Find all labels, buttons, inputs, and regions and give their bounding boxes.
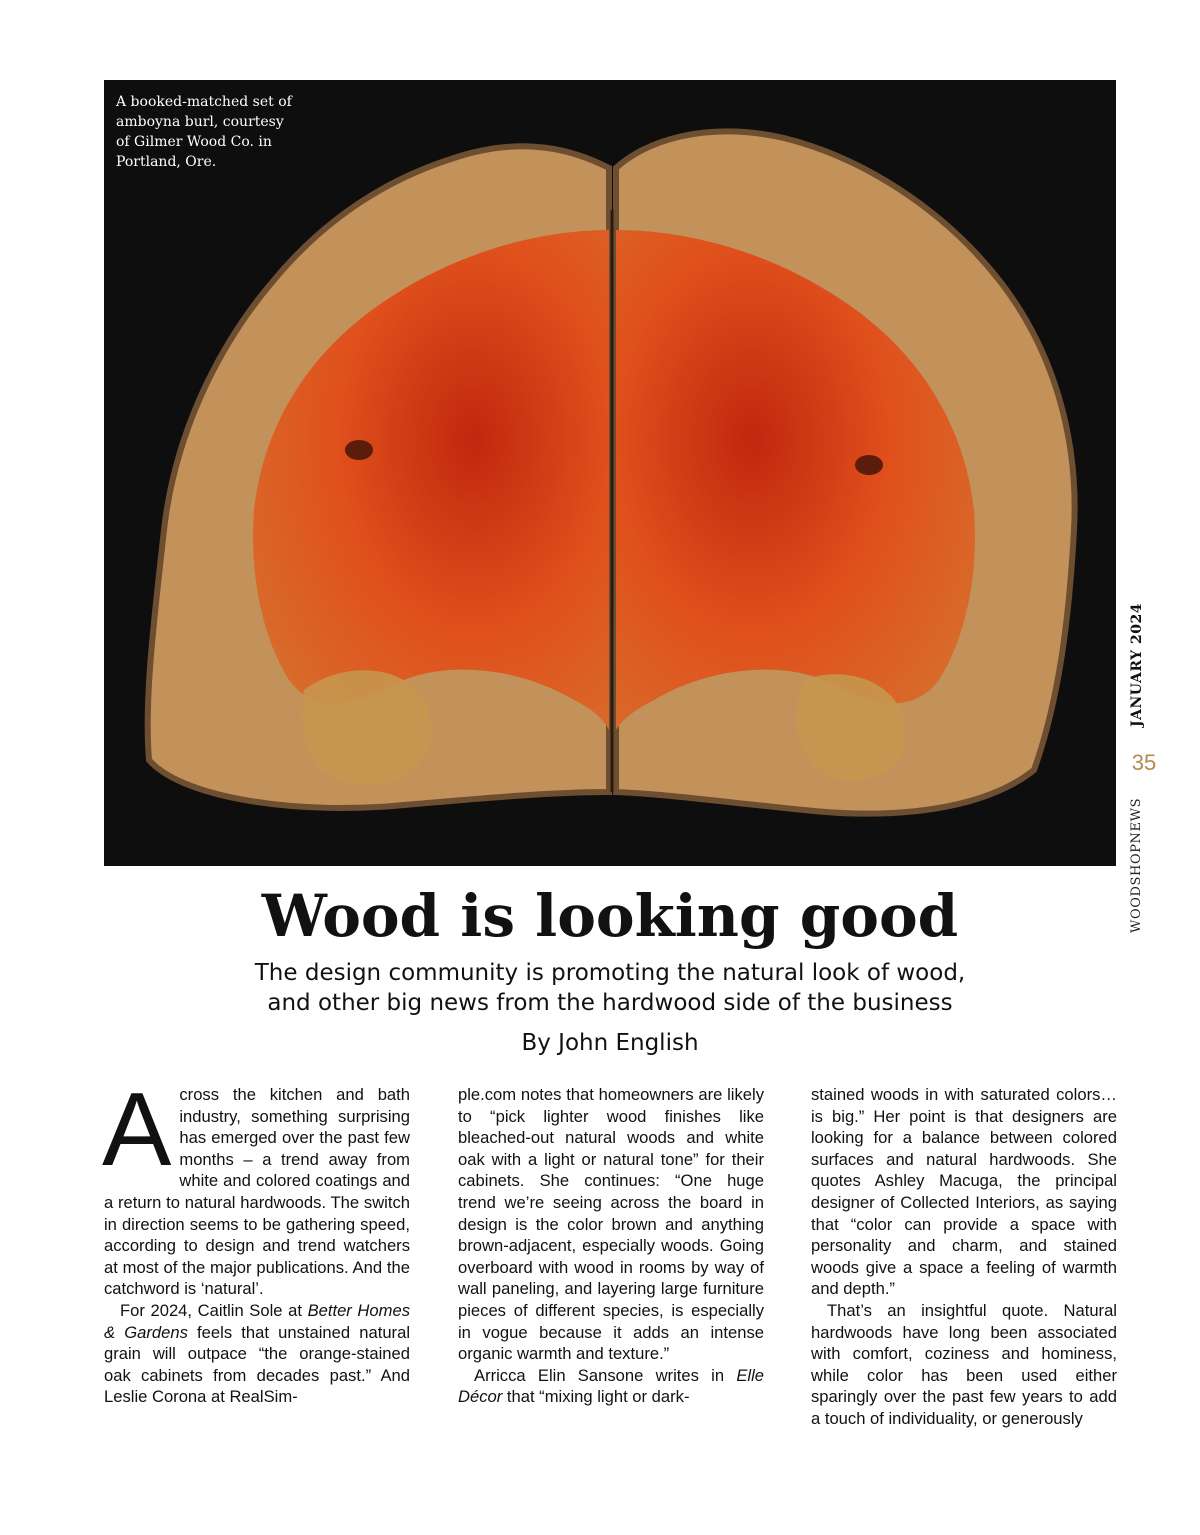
body-paragraph [104, 1300, 410, 1408]
article-byline: By John English [521, 1030, 699, 1056]
article-headline: Wood is looking good [261, 882, 959, 950]
body-text: Arricca Elin Sansone writes in [474, 1365, 737, 1385]
body-text: For 2024, Caitlin Sole at [120, 1300, 308, 1320]
amboyna-burl-photo [104, 80, 1116, 866]
article-column-3 [811, 1084, 1117, 1430]
publication-name: WOODSHOPNEWS [1129, 797, 1144, 933]
photo-caption [116, 92, 336, 172]
body-paragraph: That’s an insightful quote. Natural hardwoods have long been associated with comfort, coziness and hominess, while color has been used either sparingly over the past few years to add a touch of individuality, or generously [811, 1300, 1117, 1428]
right-dark-figure [855, 455, 883, 475]
deck-line: The design community is promoting the natural look of wood, [254, 960, 966, 986]
body-paragraph [458, 1365, 764, 1408]
page-sidebar [1129, 600, 1159, 940]
publication-title: Elle Décor [458, 1365, 764, 1407]
caption-line: A booked-matched set of [116, 94, 292, 110]
drop-cap: A [102, 1072, 172, 1188]
burl-illustration [104, 80, 1116, 866]
deck-line: and other big news from the hardwood side of the business [267, 990, 953, 1016]
body-text: feels that unstained natural grain will outpace “the orange-stained oak cabinets from decades past.” And Leslie Corona at RealSim- [104, 1322, 411, 1407]
issue-date: JANUARY 2024 [1129, 603, 1145, 727]
body-paragraph: cross the kitchen and bath industry, something surprising has emerged over the past few months – a trend away from white and colored coatings and a return to natural hardwoods. The switch in direction seems to be gathering speed, according to design and trend watchers at most of the major publications. And the catchword is ‘natural’. [104, 1085, 410, 1299]
publication-title: Better Homes & Gardens [104, 1300, 410, 1342]
caption-line: Portland, Ore. [116, 154, 217, 170]
article-column-2 [458, 1084, 764, 1408]
left-dark-figure [345, 440, 373, 460]
caption-line: of Gilmer Wood Co. in [116, 134, 272, 150]
caption-line: amboyna burl, courtesy [116, 114, 284, 130]
article-column-1 [102, 1072, 411, 1408]
body-text: that “mixing light or dark- [502, 1387, 690, 1407]
body-paragraph: stained woods in with saturated colors… is big.” Her point is that designers are looking for a balance between colored surfaces and natural hardwoods. She quotes Ashley Macuga, the principal designer of Collected Interiors, as saying that “color can provide a space with personality and charm, and stained woods give a space a feeling of warmth and depth.” [811, 1085, 1117, 1299]
body-paragraph: ple.com notes that homeowners are likely to “pick lighter wood finishes like bleached-out natural woods and white oak with a light or natural tone” for their cabinets. She continues: “One huge trend we’re seeing across the board in design is the color brown and anything brown-adjacent, especially woods. Going overboard with wood in rooms by way of wall paneling, and layering large furniture pieces of different species, is especially in vogue because it adds an intense organic warmth and texture.” [458, 1085, 764, 1364]
page-number: 35 [1131, 750, 1157, 775]
left-lower-lobe [302, 670, 432, 785]
article-deck [104, 958, 1116, 1018]
